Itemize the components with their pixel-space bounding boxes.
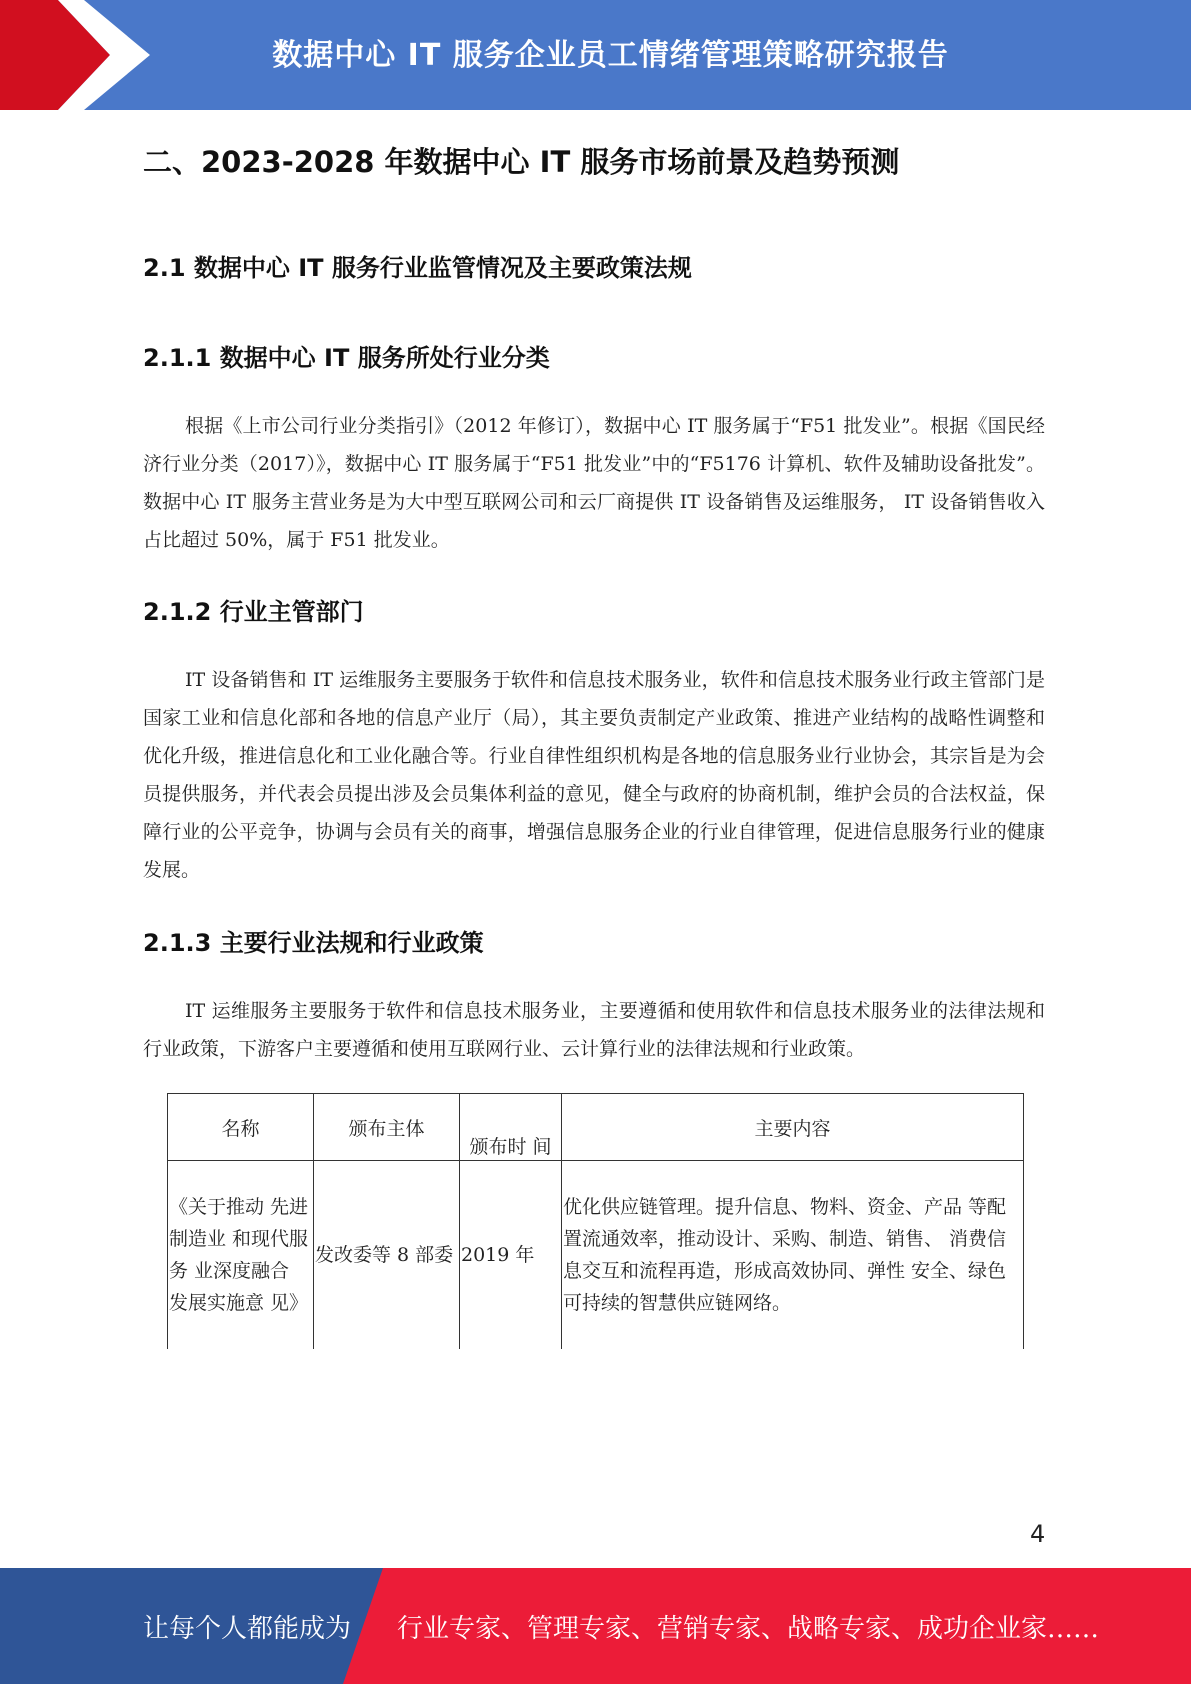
footer-slogan-left: 让每个人都能成为: [143, 1614, 352, 1644]
header-time: 颁布时 间: [460, 1094, 562, 1161]
header-title: 数据中心 IT 服务企业员工情绪管理策略研究报告: [272, 38, 949, 73]
subsection-title-2-1-3: 2.1.3 主要行业法规和行业政策: [143, 929, 484, 957]
cell-time: 2019 年: [460, 1161, 562, 1350]
footer-slogan-right: 行业专家、管理专家、营销专家、战略专家、成功企业家……: [397, 1614, 1100, 1644]
table-row: [168, 1161, 1024, 1350]
page-footer: [0, 1568, 1191, 1684]
page-number: 4: [1030, 1520, 1046, 1548]
section-title: 二、2023-2028 年数据中心 IT 服务市场前景及趋势预测: [143, 145, 900, 179]
subsection-title-2-1-1: 2.1.1 数据中心 IT 服务所处行业分类: [143, 344, 550, 372]
cell-name: 《关于推动 先进制造业 和现代服务 业深度融合 发展实施意 见》: [168, 1161, 314, 1350]
header-issuer: 颁布主体: [314, 1094, 460, 1161]
header-name: 名称: [168, 1094, 314, 1161]
cell-issuer: 发改委等 8 部委: [314, 1161, 460, 1350]
header-content: 主要内容: [562, 1094, 1024, 1161]
page-header: [0, 0, 1191, 110]
table-header-row: [168, 1094, 1024, 1161]
subsection-title-2-1-2: 2.1.2 行业主管部门: [143, 598, 364, 626]
policy-table: [167, 1093, 1024, 1349]
cell-content: 优化供应链管理。提升信息、物料、资金、产品 等配置流通效率，推动设计、采购、制造、销售、 消费信息交互和流程再造，形成高效协同、弹性 安全、绿色可持续的智慧供应链网络。: [562, 1161, 1024, 1350]
subsection-title-2-1: 2.1 数据中心 IT 服务行业监管情况及主要政策法规: [143, 254, 692, 282]
paragraph-laws-policies: IT 运维服务主要服务于软件和信息技术服务业，主要遵循和使用软件和信息技术服务业的法律法规和行业政策，下游客户主要遵循和使用互联网行业、云计算行业的法律法规和行业政策。: [143, 1000, 1045, 1060]
paragraph-industry-classification: 根据《上市公司行业分类指引》（2012 年修订），数据中心 IT 服务属于“F51 批发业”。根据《国民经济行业分类（2017）》，数据中心 IT 服务属于“F51 批发业”中的“F5176 计算机、软件及辅助设备批发”。数据中心 IT 服务主营业务是为大中型互联网公司和云厂商提供 IT 设备销售及运维服务， IT 设备销售收入占比超过 50%，属于 F51 批发业。: [143, 415, 1045, 551]
paragraph-regulatory-authority: IT 设备销售和 IT 运维服务主要服务于软件和信息技术服务业，软件和信息技术服务业行政主管部门是国家工业和信息化部和各地的信息产业厅（局），其主要负责制定产业政策、推进产业结构的战略性调整和优化升级，推进信息化和工业化融合等。行业自律性组织机构是各地的信息服务业行业协会，其宗旨是为会员提供服务，并代表会员提出涉及会员集体利益的意见，健全与政府的协商机制，维护会员的合法权益，保障行业的公平竞争，协调与会员有关的商事，增强信息服务企业的行业自律管理，促进信息服务行业的健康发展。: [143, 669, 1045, 881]
